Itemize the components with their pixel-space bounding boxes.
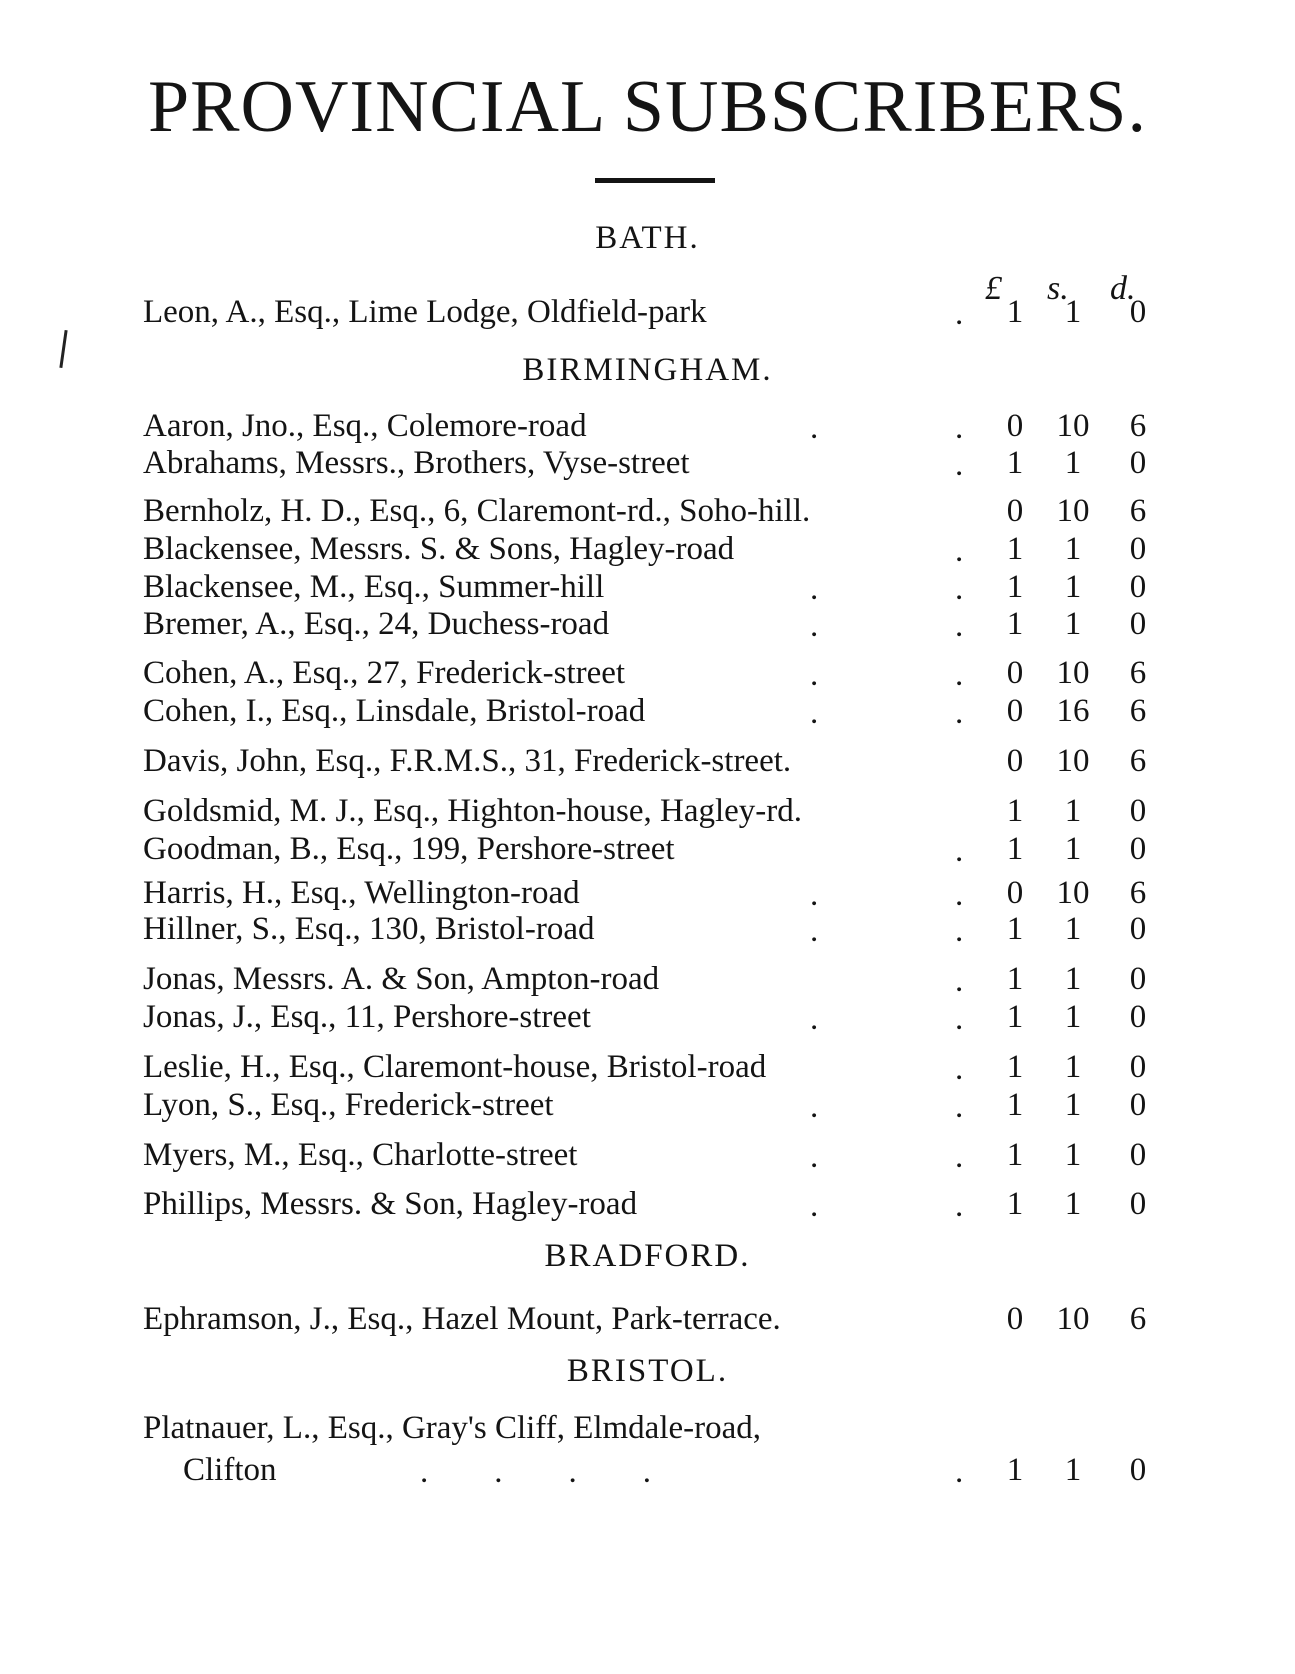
leader-dot: . [955,913,964,949]
shillings-amount: 1 [1064,531,1082,567]
subscriber-name: Bremer, A., Esq., 24, Duchess-road [143,606,610,642]
subscriber-entry [0,410,1295,450]
pounds-amount: 1 [1006,569,1024,605]
shillings-amount: 1 [1064,1452,1082,1488]
shillings-amount: 1 [1064,294,1082,330]
leader-dot: . [955,695,964,731]
subscriber-entry [0,571,1295,611]
shillings-amount: 1 [1064,961,1082,997]
shillings-amount: 10 [1056,1301,1090,1337]
shillings-amount: 10 [1056,743,1090,779]
subscriber-name: Leslie, H., Esq., Claremont-house, Bristol-road [143,1049,767,1085]
leader-dot: . [955,296,964,332]
pence-amount: 0 [1129,294,1147,330]
pence-amount: 6 [1129,875,1147,911]
subscriber-entry [0,533,1295,573]
subscriber-entry [0,657,1295,697]
subscriber-name: Jonas, Messrs. A. & Son, Ampton-road [143,961,660,997]
pence-amount: 6 [1129,493,1147,529]
leader-dot: . [955,833,964,869]
pounds-amount: 1 [1006,1186,1024,1222]
subscriber-entry [0,745,1295,785]
shillings-amount: 1 [1064,1049,1082,1085]
shillings-header: s. [1047,270,1069,307]
pounds-amount: 0 [1006,743,1024,779]
leader-dot: . [955,657,964,693]
subscriber-name: Platnauer, L., Esq., Gray's Cliff, Elmdale-road, [143,1410,762,1446]
subscriber-name: Jonas, J., Esq., 11, Pershore-street [143,999,591,1035]
subscriber-name: Abrahams, Messrs., Brothers, Vyse-street [143,445,690,481]
pence-amount: 6 [1129,655,1147,691]
subscriber-name-continued: Clifton [183,1452,277,1488]
subscriber-entry [0,495,1295,535]
leader-dot: . [955,877,964,913]
leader-dots: . [810,695,819,731]
shillings-amount: 1 [1064,445,1082,481]
pounds-amount: 0 [1006,693,1024,729]
pounds-amount: 1 [1006,961,1024,997]
leader-dot: . [955,1001,964,1037]
leader-dot: . [955,1139,964,1175]
subscriber-name: Leon, A., Esq., Lime Lodge, Oldfield-park [143,294,707,330]
pence-amount: 0 [1129,531,1147,567]
section-heading: BRADFORD. [544,1238,751,1274]
shillings-amount: 1 [1064,831,1082,867]
shillings-amount: 1 [1064,606,1082,642]
pounds-amount: 1 [1006,999,1024,1035]
leader-dots: . . . . [420,1454,651,1490]
leader-dot: . [955,1454,964,1490]
leader-dots: . [810,877,819,913]
subscriber-entry [0,963,1295,1003]
shillings-amount: 1 [1064,1186,1082,1222]
shillings-amount: 10 [1056,408,1090,444]
subscriber-entry [0,1001,1295,1041]
subscriber-entry [0,608,1295,648]
pence-amount: 0 [1129,1452,1147,1488]
pounds-amount: 1 [1006,531,1024,567]
pence-amount: 0 [1129,831,1147,867]
pence-amount: 0 [1129,793,1147,829]
leader-dot: . [955,1188,964,1224]
leader-dots: . [810,1089,819,1125]
title-rule [595,178,715,183]
leader-dot: . [955,533,964,569]
pence-amount: 6 [1129,693,1147,729]
shillings-amount: 1 [1064,1137,1082,1173]
pounds-amount: 1 [1006,793,1024,829]
subscriber-entry [0,1051,1295,1091]
subscriber-name: Myers, M., Esq., Charlotte-street [143,1137,578,1173]
leader-dot: . [955,963,964,999]
pence-amount: 0 [1129,911,1147,947]
leader-dots: . [810,1188,819,1224]
subscriber-entry [0,833,1295,873]
leader-dots: . [810,913,819,949]
pence-amount: 0 [1129,1186,1147,1222]
shillings-amount: 1 [1064,911,1082,947]
pence-amount: 0 [1129,445,1147,481]
pounds-amount: 1 [1006,831,1024,867]
subscriber-entry [0,1089,1295,1129]
pounds-amount: 1 [1006,1049,1024,1085]
section-heading: BRISTOL. [566,1353,729,1389]
pounds-amount: 1 [1006,911,1024,947]
subscriber-name: Davis, John, Esq., F.R.M.S., 31, Frederick-street. [143,743,792,779]
leader-dots: . [810,571,819,607]
subscriber-name: Aaron, Jno., Esq., Colemore-road [143,408,587,444]
pence-amount: 0 [1129,606,1147,642]
subscriber-entry [0,695,1295,735]
leader-dots: . [810,1001,819,1037]
pence-amount: 0 [1129,961,1147,997]
pounds-amount: 0 [1006,1301,1024,1337]
leader-dot: . [955,1089,964,1125]
pence-amount: 6 [1129,408,1147,444]
shillings-amount: 1 [1064,999,1082,1035]
subscriber-entry [0,795,1295,835]
leader-dot: . [955,1051,964,1087]
shillings-amount: 1 [1064,569,1082,605]
subscriber-name: Blackensee, M., Esq., Summer-hill [143,569,605,605]
shillings-amount: 1 [1064,1087,1082,1123]
pence-amount: 0 [1129,1087,1147,1123]
pounds-amount: 0 [1006,408,1024,444]
leader-dots: . [810,1139,819,1175]
pounds-amount: 0 [1006,493,1024,529]
shillings-amount: 16 [1056,693,1090,729]
subscriber-name: Hillner, S., Esq., 130, Bristol-road [143,911,595,947]
leader-dots: . [810,410,819,446]
subscriber-name: Harris, H., Esq., Wellington-road [143,875,580,911]
subscriber-entry [0,913,1295,953]
pounds-amount: 1 [1006,445,1024,481]
section-heading: BIRMINGHAM. [522,352,773,388]
section-heading: BATH. [595,220,700,256]
subscriber-name: Lyon, S., Esq., Frederick-street [143,1087,554,1123]
shillings-amount: 10 [1056,655,1090,691]
shillings-amount: 10 [1056,875,1090,911]
pounds-amount: 0 [1006,655,1024,691]
pounds-amount: 1 [1006,294,1024,330]
subscriber-name: Cohen, I., Esq., Linsdale, Bristol-road [143,693,646,729]
pence-amount: 0 [1129,569,1147,605]
subscriber-entry [0,1303,1295,1343]
page-title: PROVINCIAL SUBSCRIBERS. [148,66,1147,148]
pence-header: d. [1110,270,1136,307]
leader-dot: . [955,447,964,483]
pounds-header: £ [985,270,1002,307]
pence-amount: 0 [1129,1137,1147,1173]
subscriber-name: Bernholz, H. D., Esq., 6, Claremont-rd., Soho-hill. [143,493,811,529]
subscriber-entry [0,1410,1295,1490]
pounds-amount: 1 [1006,1087,1024,1123]
leader-dot: . [955,410,964,446]
leader-dot: . [955,571,964,607]
leader-dots: . [810,657,819,693]
pence-amount: 6 [1129,743,1147,779]
subscriber-name: Phillips, Messrs. & Son, Hagley-road [143,1186,638,1222]
subscriber-entry [0,1139,1295,1179]
subscriber-name: Ephramson, J., Esq., Hazel Mount, Park-terrace. [143,1301,781,1337]
subscriber-entry [0,1188,1295,1228]
shillings-amount: 10 [1056,493,1090,529]
subscriber-entry [0,296,1295,336]
pence-amount: 6 [1129,1301,1147,1337]
pounds-amount: 1 [1006,1452,1024,1488]
leader-dot: . [955,608,964,644]
subscriber-name: Cohen, A., Esq., 27, Frederick-street [143,655,626,691]
shillings-amount: 1 [1064,793,1082,829]
pounds-amount: 1 [1006,1137,1024,1173]
pence-amount: 0 [1129,1049,1147,1085]
pounds-amount: 0 [1006,875,1024,911]
pounds-amount: 1 [1006,606,1024,642]
subscriber-name: Blackensee, Messrs. S. & Sons, Hagley-road [143,531,735,567]
subscriber-name: Goldsmid, M. J., Esq., Highton-house, Hagley-rd. [143,793,803,829]
subscriber-name: Goodman, B., Esq., 199, Pershore-street [143,831,675,867]
subscriber-entry [0,447,1295,487]
pence-amount: 0 [1129,999,1147,1035]
leader-dots: . [810,608,819,644]
